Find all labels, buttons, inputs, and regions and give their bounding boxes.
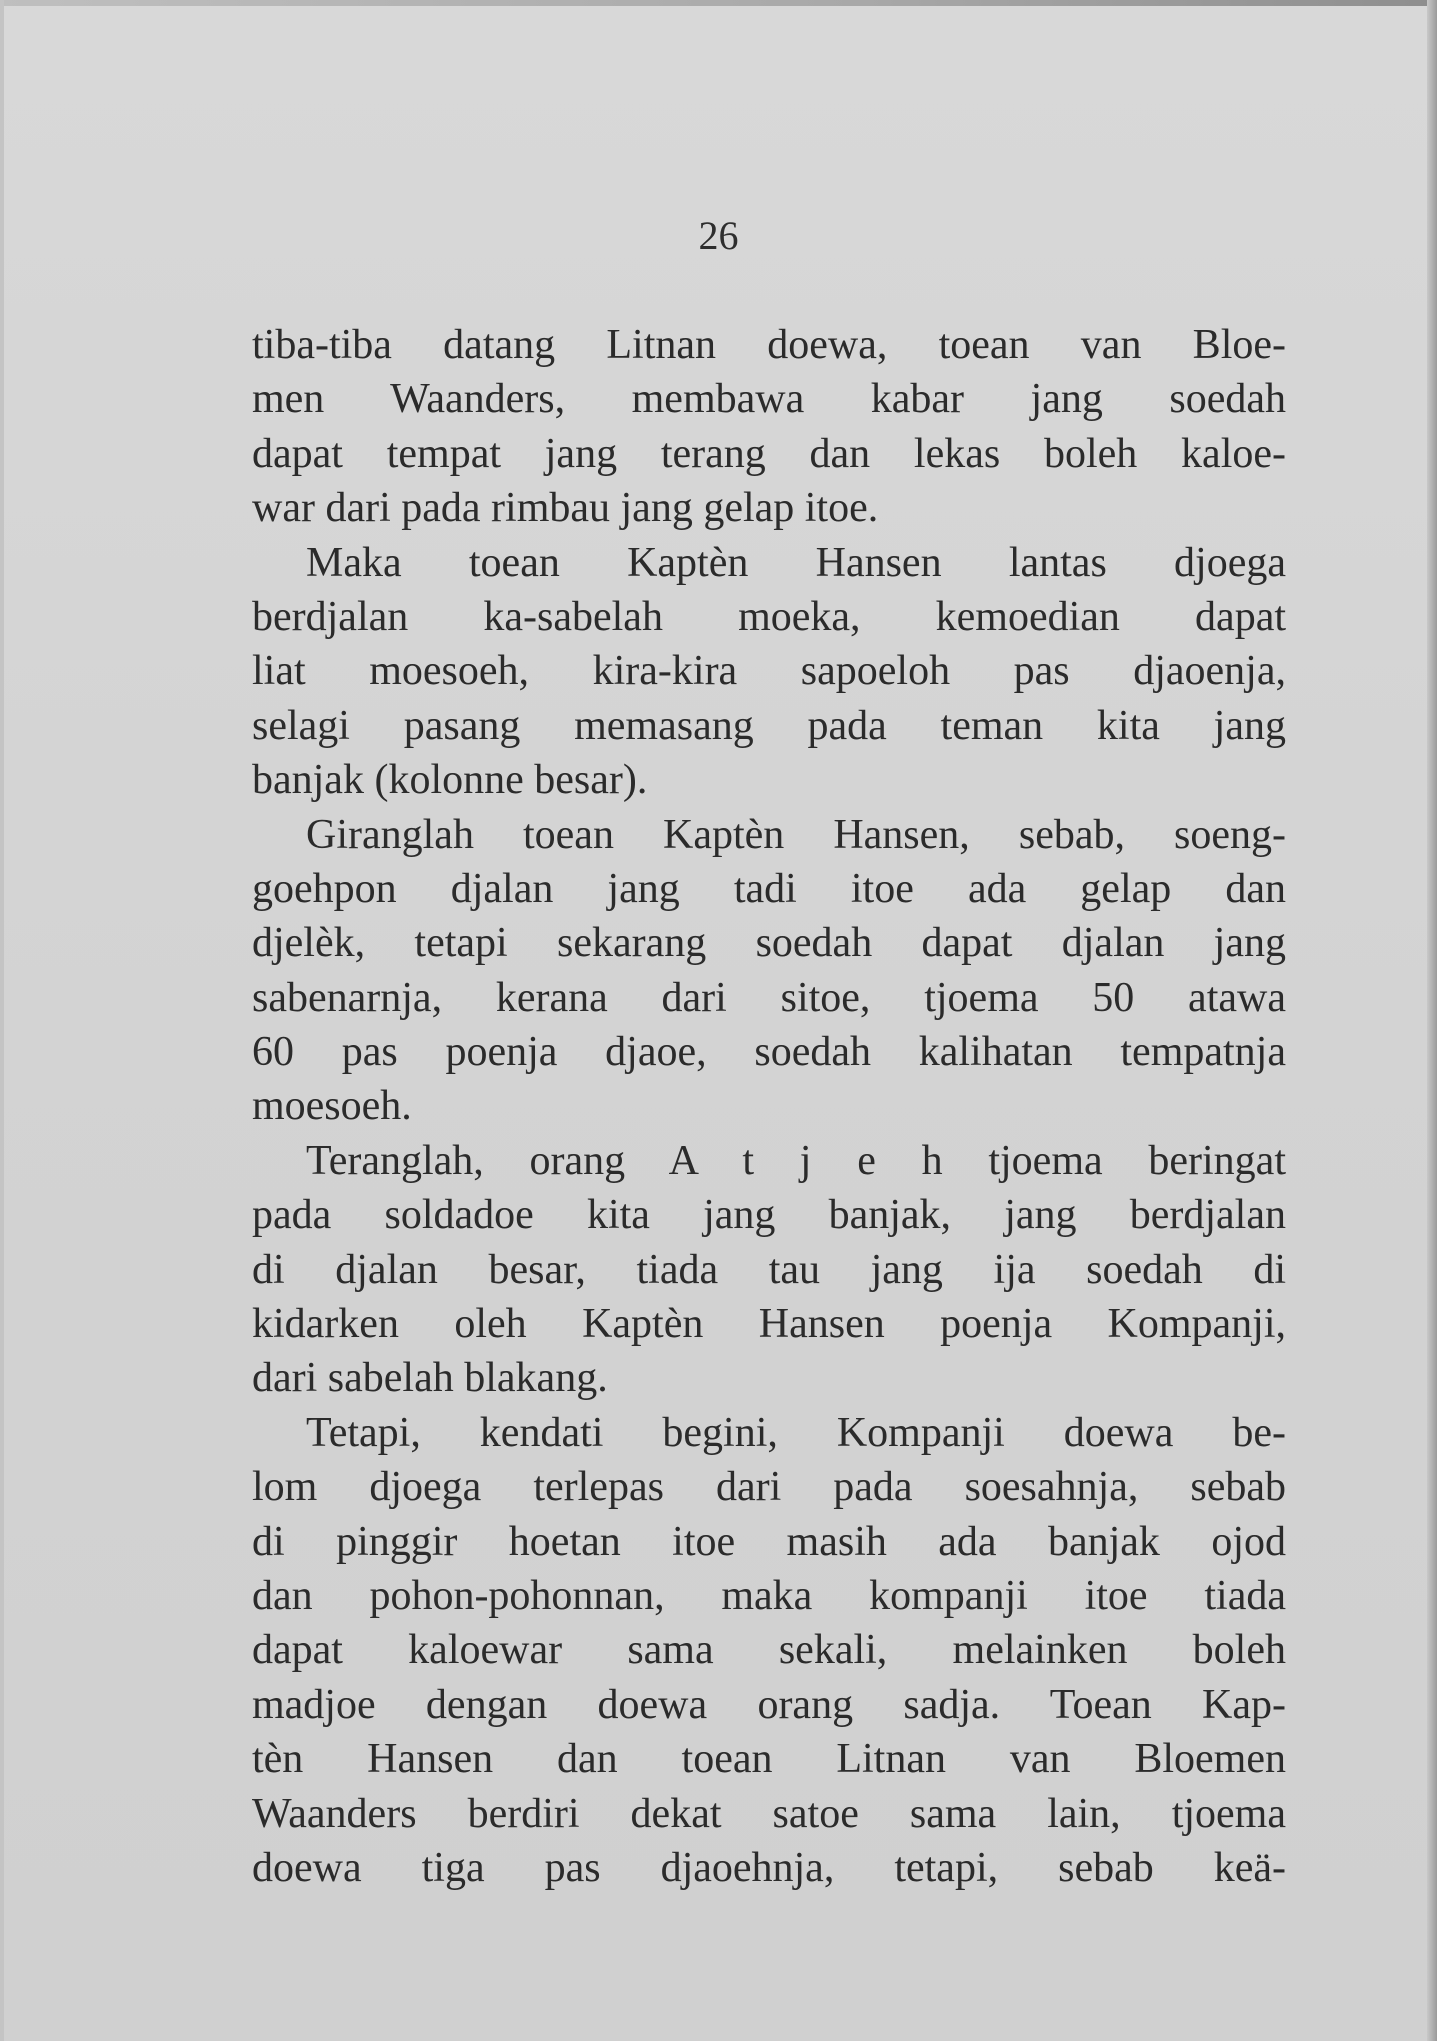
paragraph — [252, 808, 1286, 1134]
page-number: 26 — [698, 213, 739, 258]
text-line: goehpon djalan jang tadi itoe ada gelap dan — [252, 865, 1286, 912]
text-line: djelèk, tetapi sekarang soedah dapat djalan jang — [252, 920, 1286, 967]
page-left-edge — [0, 0, 4, 2041]
text-line: lom djoega terlepas dari pada soesahnja, sebab — [252, 1464, 1286, 1511]
text-line: Waanders berdiri dekat satoe sama lain, tjoema — [252, 1790, 1286, 1837]
text-line: di pinggir hoetan itoe masih ada banjak ojod — [252, 1518, 1286, 1565]
text-line: Maka toean Kaptèn Hansen lantas djoega — [306, 539, 1286, 586]
text-line: tèn Hansen dan toean Litnan van Bloemen — [252, 1736, 1286, 1783]
text-line: liat moesoeh, kira-kira sapoeloh pas djaoenja, — [252, 648, 1286, 695]
text-line: war dari pada rimbau jang gelap itoe. — [252, 485, 879, 532]
text-line: kidarken oleh Kaptèn Hansen poenja Kompanji, — [252, 1301, 1286, 1348]
body-text — [252, 318, 1286, 1895]
text-line: 60 pas poenja djaoe, soedah kalihatan tempatnja — [252, 1029, 1286, 1076]
text-line: men Waanders, membawa kabar jang soedah — [252, 376, 1286, 423]
paragraph — [252, 536, 1286, 808]
paragraph — [252, 318, 1286, 536]
page-right-edge — [1427, 0, 1437, 2041]
text-line: selagi pasang memasang pada teman kita jang — [252, 702, 1286, 749]
paragraph — [252, 1406, 1286, 1896]
paragraph — [252, 1134, 1286, 1406]
text-line: tiba-tiba datang Litnan doewa, toean van Bloe- — [252, 322, 1286, 368]
text-line: dan pohon-pohonnan, maka kompanji itoe tiada — [252, 1572, 1286, 1619]
text-line: Giranglah toean Kaptèn Hansen, sebab, soeng- — [306, 811, 1286, 858]
text-line: doewa tiga pas djaoehnja, tetapi, sebab keä- — [252, 1844, 1286, 1891]
text-line: moesoeh. — [252, 1083, 412, 1130]
text-line: berdjalan ka-sabelah moeka, kemoedian dapat — [252, 593, 1286, 640]
text-line: dapat kaloewar sama sekali, melainken boleh — [252, 1627, 1286, 1674]
text-line: banjak (kolonne besar). — [252, 757, 648, 804]
text-line: Tetapi, kendati begini, Kompanji doewa be- — [306, 1409, 1286, 1456]
text-line: madjoe dengan doewa orang sadja. Toean Kap- — [252, 1681, 1286, 1728]
text-line: dapat tempat jang terang dan lekas boleh kaloe- — [252, 430, 1286, 477]
page-top-edge — [0, 0, 1437, 6]
text-line: Teranglah, orang A t j e h tjoema beringat — [306, 1137, 1286, 1184]
text-line: pada soldadoe kita jang banjak, jang berdjalan — [252, 1192, 1286, 1239]
text-line: dari sabelah blakang. — [252, 1355, 608, 1402]
text-line: sabenarnja, kerana dari sitoe, tjoema 50 atawa — [252, 974, 1286, 1021]
text-line: di djalan besar, tiada tau jang ija soedah di — [252, 1246, 1286, 1293]
